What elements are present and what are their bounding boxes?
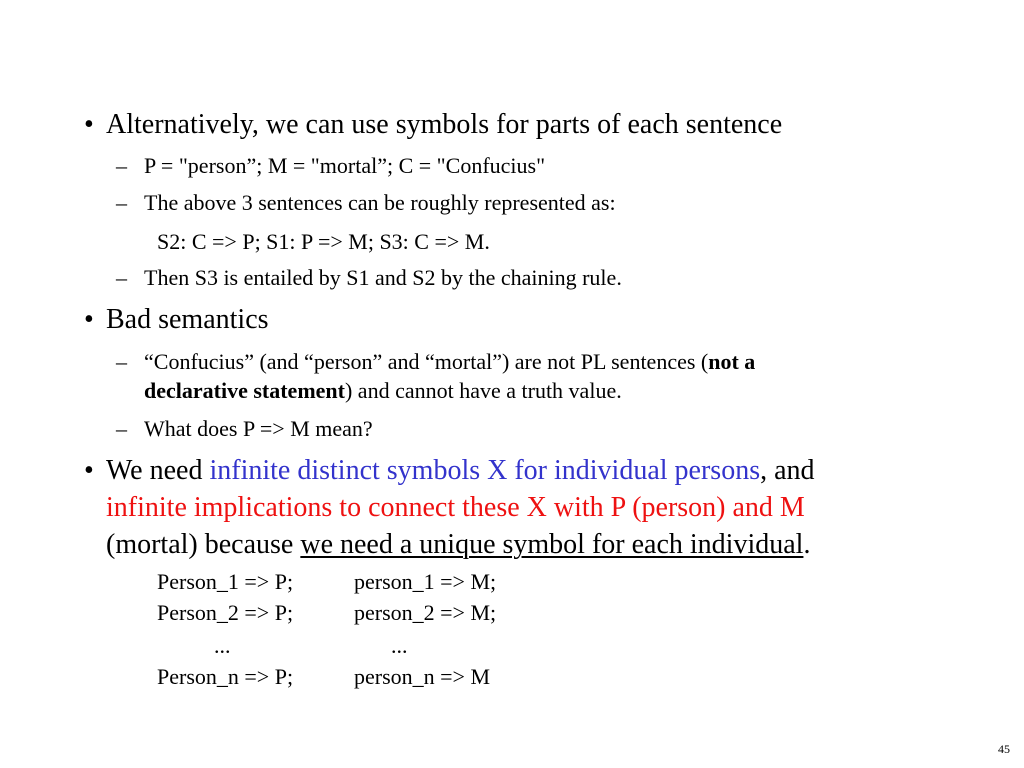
sub-bullet-1-1-text: P = "person”; M = "mortal”; C = "Confucius" bbox=[144, 153, 546, 178]
rule-1-left: Person_1 => P; bbox=[157, 569, 294, 594]
rule-1-right: person_1 => M; bbox=[354, 569, 497, 594]
sub-bullet-2-1-bold: not a bbox=[708, 349, 756, 374]
sub-bullet-1-2-text: The above 3 sentences can be roughly represented as: bbox=[144, 190, 616, 215]
rule-n-left: Person_n => P; bbox=[157, 664, 294, 689]
page-number: 45 bbox=[998, 742, 1010, 756]
bullet-3-part2: , and bbox=[760, 455, 815, 486]
sub-bullet-2-1-text bbox=[144, 348, 755, 376]
bullet-dot: • bbox=[84, 304, 94, 335]
bullet-3-part3: (mortal) because bbox=[106, 529, 301, 560]
sub-bullet-2-1-line2 bbox=[144, 377, 622, 405]
rule-n-right: person_n => M bbox=[354, 664, 491, 689]
sub-bullet-2-1-post: ) and cannot have a truth value. bbox=[344, 378, 622, 403]
bullet-2-text: Bad semantics bbox=[106, 304, 269, 335]
bullet-dot: • bbox=[84, 455, 94, 486]
bullet-3-part4: . bbox=[803, 529, 811, 560]
sub-bullet-1-3-text: Then S3 is entailed by S1 and S2 by the chaining rule. bbox=[144, 265, 622, 290]
rule-ellipsis-left: ... bbox=[214, 633, 231, 658]
bullet-3-blue-text: infinite distinct symbols X for individual persons bbox=[209, 455, 761, 486]
sub-bullet-2-1-pre: “Confucius” (and “person” and “mortal”) are not PL sentences ( bbox=[144, 349, 709, 374]
bullet-3-underlined-text: we need a unique symbol for each individual bbox=[300, 529, 804, 560]
bullet-1-text: Alternatively, we can use symbols for parts of each sentence bbox=[106, 109, 783, 140]
rule-ellipsis-right: ... bbox=[391, 633, 408, 658]
bullet-3-red-text: infinite implications to connect these X with P (person) and M bbox=[106, 492, 805, 523]
sub-bullet-dash: – bbox=[116, 349, 127, 374]
bullet-3-part1: We need bbox=[106, 455, 210, 486]
sub-bullet-dash: – bbox=[116, 190, 127, 215]
sub-bullet-2-2-text: What does P => M mean? bbox=[144, 416, 373, 441]
sub-bullet-dash: – bbox=[116, 265, 127, 290]
bullet-3-line1 bbox=[106, 454, 815, 488]
sentence-representation: S2: C => P; S1: P => M; S3: C => M. bbox=[157, 229, 490, 254]
bullet-dot: • bbox=[84, 109, 94, 140]
rule-2-left: Person_2 => P; bbox=[157, 600, 294, 625]
declarative-statement-bold: declarative statement bbox=[144, 378, 345, 403]
sub-bullet-dash: – bbox=[116, 416, 127, 441]
sub-bullet-dash: – bbox=[116, 153, 127, 178]
rule-2-right: person_2 => M; bbox=[354, 600, 497, 625]
bullet-3-line3 bbox=[106, 528, 810, 562]
